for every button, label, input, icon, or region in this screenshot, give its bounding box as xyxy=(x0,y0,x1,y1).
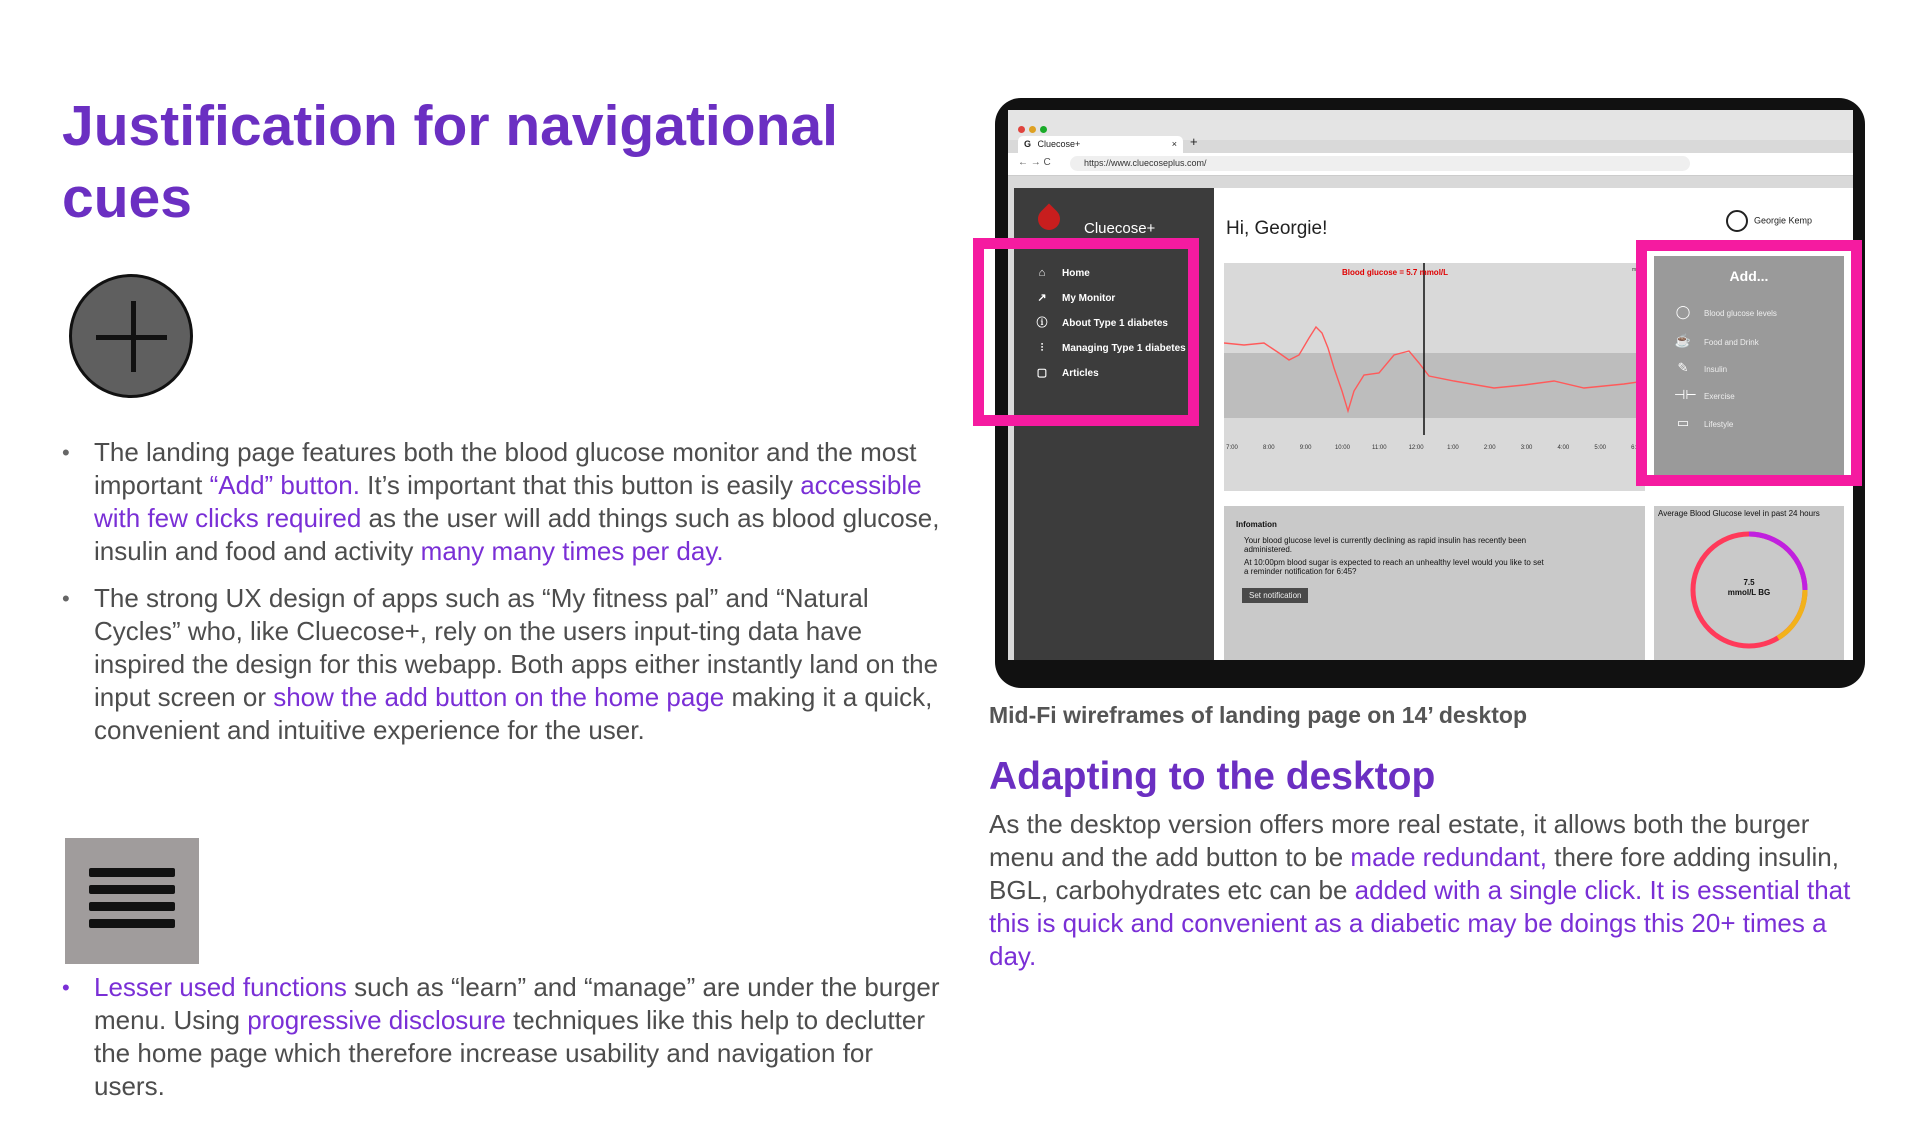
x-tick-label: 1:00 xyxy=(1447,445,1459,451)
body-text: It’s important that this button is easily xyxy=(359,470,801,500)
dumbbell-icon: ⊣⊢ xyxy=(1674,387,1697,402)
url-input[interactable]: https://www.cluecoseplus.com/ xyxy=(1070,156,1690,171)
y-unit-label: mmol xyxy=(1632,267,1645,273)
add-highlight-box xyxy=(1636,240,1862,486)
body-text: The strong UX design of apps such as “My fitness pal” and “Natural Cycles” who, like Cluecose+, rely on the users input-ting data have inspired the design for this webapp. Both apps either instantly land on the input screen or xyxy=(94,583,939,712)
plus-circle-icon xyxy=(69,274,193,398)
body-text: such as “learn” and “manage” are under the burger menu. Using xyxy=(94,972,940,1035)
add-item-label: Exercise xyxy=(1704,392,1735,401)
sidebar-item-icon: ⌂ xyxy=(1038,267,1046,279)
sidebar-item-label: Home xyxy=(1062,268,1090,279)
highlight-text: many many times per day. xyxy=(420,536,724,566)
page-title: Justification for navigational cues xyxy=(62,94,838,230)
ring-unit: mmol/L BG xyxy=(1727,588,1771,597)
glucose-chart-svg xyxy=(1224,263,1645,491)
drop-icon: ◯ xyxy=(1675,304,1691,319)
figure-caption: Mid-Fi wireframes of landing page on 14’ desktop xyxy=(989,702,1528,728)
tab-favicon-icon: G xyxy=(1024,139,1032,149)
sidebar-item-icon: ↗ xyxy=(1037,292,1047,304)
user-name: Georgie Kemp xyxy=(1754,215,1813,226)
ring-title: Average Blood Glucose level in past 24 hours xyxy=(1658,509,1820,518)
sidebar-item-label: My Monitor xyxy=(1062,293,1116,304)
x-tick-label: 3:00 xyxy=(1520,445,1533,451)
x-tick-label: 12:00 xyxy=(1408,445,1424,451)
sidebar-item-icon: ⫶ xyxy=(1040,342,1044,354)
add-item-label: Blood glucose levels xyxy=(1704,309,1777,318)
user-avatar-icon xyxy=(1726,210,1748,232)
user-menu[interactable] xyxy=(1726,210,1812,232)
brand-name: Cluecose+ xyxy=(1084,220,1156,237)
highlight-text: accessible with few clicks required xyxy=(94,470,922,533)
body-text: there fore adding insulin, BGL, carbohydrates etc can be xyxy=(989,842,1839,905)
sidebar-item-label: Managing Type 1 diabetes xyxy=(1062,343,1186,354)
x-tick-label: 7:00 xyxy=(1226,445,1238,451)
highlight-text: added with a single click. It is essential that this is quick and convenient as a diabetic may be doings this 20+ times a day. xyxy=(989,875,1851,971)
bullet-item xyxy=(62,582,942,747)
x-tick-label: 9:00 xyxy=(1299,445,1312,451)
bullet-item xyxy=(62,436,942,568)
cup-icon: ☕ xyxy=(1674,333,1692,348)
x-tick-label: 10:00 xyxy=(1334,445,1350,451)
address-bar xyxy=(1008,153,1853,176)
glucose-chart xyxy=(1224,263,1645,491)
marker-label: Blood glucose = 5.7 mmol/L xyxy=(1342,268,1449,277)
syringe-icon: ✎ xyxy=(1677,360,1689,375)
add-item-label: Food and Drink xyxy=(1704,338,1759,347)
add-item-label: Insulin xyxy=(1704,365,1728,374)
nav-highlight-box xyxy=(973,238,1199,426)
body-text: as the user will add things such as blood glucose, insulin and food and activity xyxy=(94,503,940,566)
information-card xyxy=(1224,506,1645,660)
sidebar-item-label: Articles xyxy=(1062,368,1099,379)
bullet-item xyxy=(62,971,942,1103)
sidebar-item-icon: ▢ xyxy=(1036,367,1048,379)
highlight-text: show the add button on the home page xyxy=(273,682,725,712)
nav-arrows[interactable]: ← → C xyxy=(1018,157,1051,168)
sidebar-item-icon: ⓘ xyxy=(1036,317,1048,329)
x-tick-label: 6:00 xyxy=(1631,445,1643,451)
highlight-text: progressive disclosure xyxy=(247,1005,506,1035)
x-tick-label: 8:00 xyxy=(1262,445,1275,451)
body-text: As the desktop version offers more real estate, it allows both the burger menu and the add button to be xyxy=(989,809,1810,872)
bottom-bullet-list xyxy=(62,971,942,1103)
tab-close-icon[interactable]: × xyxy=(1171,139,1177,149)
add-panel-title: Add... xyxy=(1729,268,1769,284)
info-line-2: At 10:00pm blood sugar is expected to reach an unhealthy level would you like to set a reminder notification for 6:45? xyxy=(1244,558,1544,576)
set-notification-button[interactable]: Set notification xyxy=(1242,588,1308,603)
highlight-text: made redundant, xyxy=(1350,842,1547,872)
logo-drop-icon xyxy=(1033,203,1064,234)
tv-icon: ▭ xyxy=(1676,415,1690,430)
section-paragraph xyxy=(989,808,1879,973)
tab-title: Cluecose+ xyxy=(1037,139,1081,149)
target-range-band xyxy=(1224,353,1645,418)
x-tick-label: 5:00 xyxy=(1594,445,1607,451)
top-bullet-list xyxy=(62,436,942,747)
section-heading: Adapting to the desktop xyxy=(989,755,1436,798)
body-text: techniques like this help to declutter the home page which therefore increase usability and navigation for users. xyxy=(94,1005,925,1101)
info-line-1: Your blood glucose level is currently declining as rapid insulin has recently been administered. xyxy=(1244,536,1527,554)
burger-menu-icon xyxy=(65,838,199,964)
new-tab-button[interactable]: + xyxy=(1190,134,1198,149)
average-glucose-card xyxy=(1654,506,1844,660)
body-text: The landing page features both the blood glucose monitor and the most important xyxy=(94,437,917,500)
highlight-text: Lesser used functions xyxy=(94,972,347,1002)
x-tick-label: 11:00 xyxy=(1371,445,1387,451)
sidebar-item-label: About Type 1 diabetes xyxy=(1062,318,1168,329)
browser-tab[interactable] xyxy=(1018,136,1183,153)
x-tick-label: 2:00 xyxy=(1483,445,1496,451)
info-title: Infomation xyxy=(1236,520,1277,529)
greeting: Hi, Georgie! xyxy=(1226,218,1328,239)
ring-value: 7.5 xyxy=(1743,578,1755,587)
highlight-text: “Add” button. xyxy=(209,470,360,500)
body-text: making it a quick, convenient and intuitive experience for the user. xyxy=(94,682,933,745)
add-item-label: Lifestyle xyxy=(1704,420,1734,429)
x-tick-label: 4:00 xyxy=(1557,445,1570,451)
